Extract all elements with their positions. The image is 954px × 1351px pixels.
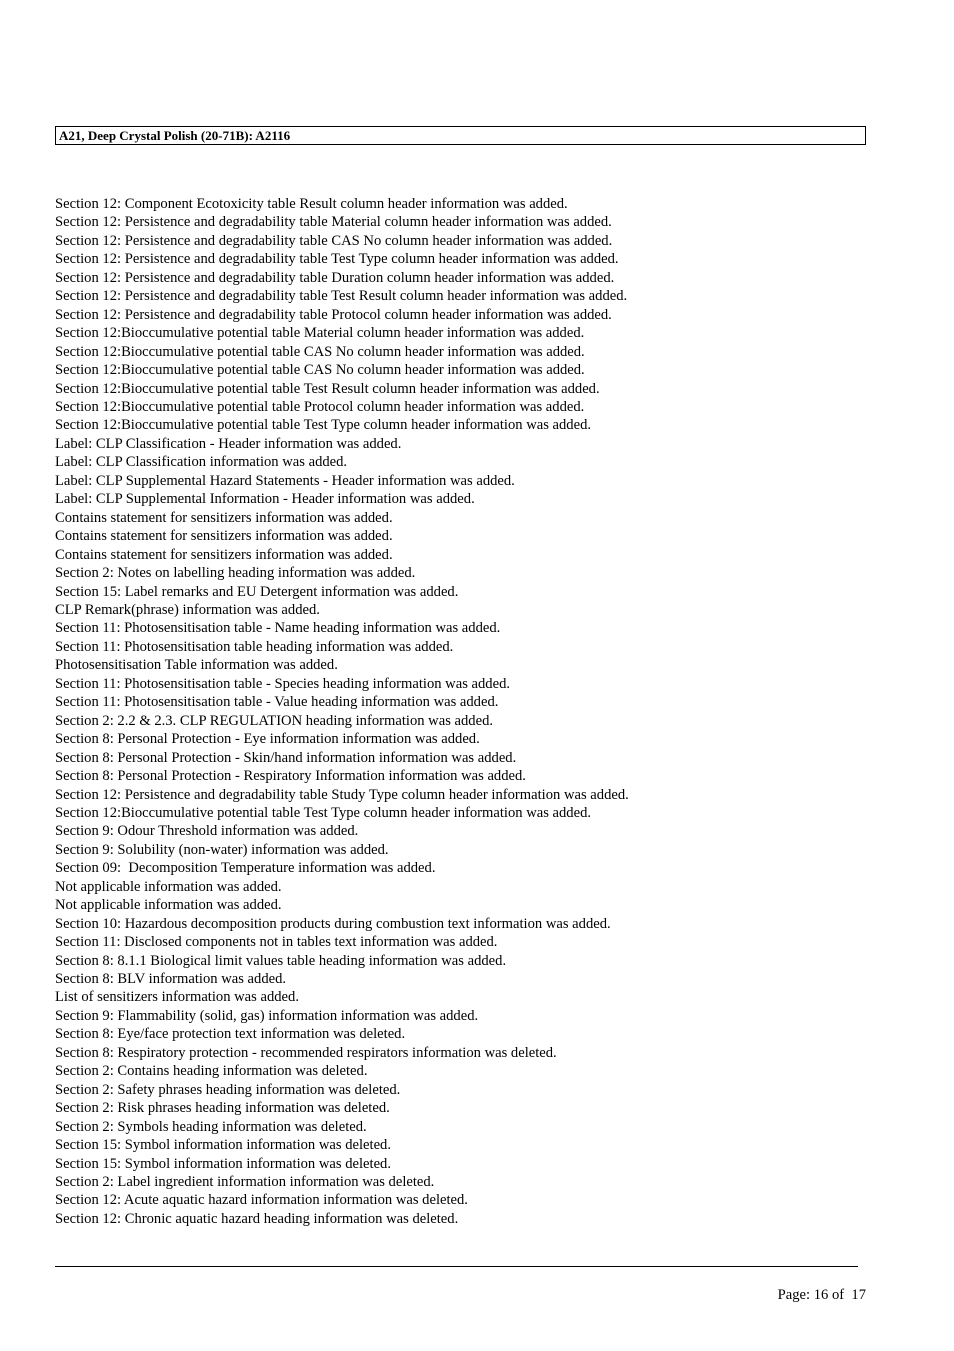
revision-line: CLP Remark(phrase) information was added. <box>55 601 320 618</box>
revision-line: Section 12:Bioccumulative potential table Protocol column header information was added. <box>55 398 585 415</box>
revision-line: Label: CLP Classification information was added. <box>55 454 348 471</box>
revision-line: Section 2: Contains heading information was deleted. <box>55 1063 368 1080</box>
revision-line: Label: CLP Classification - Header information was added. <box>55 435 402 452</box>
revision-line: Section 12:Bioccumulative potential table Test Type column header information was added. <box>55 417 592 434</box>
revision-line: Section 11: Photosensitisation table - Value heading information was added. <box>55 694 499 711</box>
revision-line: Section 9: Solubility (non-water) information was added. <box>55 841 389 858</box>
revision-line: Section 12: Persistence and degradability table Material column header information was added. <box>55 214 612 231</box>
revision-line: Section 12: Persistence and degradability table Protocol column header information was added. <box>55 306 612 323</box>
revision-line: Section 12:Bioccumulative potential table CAS No column header information was added. <box>55 362 585 379</box>
revision-line: Section 10: Hazardous decomposition products during combustion text information was added. <box>55 915 611 932</box>
revision-line: Contains statement for sensitizers information was added. <box>55 509 393 526</box>
revision-line: Section 12: Acute aquatic hazard information information was deleted. <box>55 1192 468 1209</box>
revision-line: Label: CLP Supplemental Information - Header information was added. <box>55 491 475 508</box>
page-number: Page: 16 of 17 <box>777 1287 866 1303</box>
revision-line: Section 8: BLV information was added. <box>55 971 287 988</box>
revision-line: Section 8: Personal Protection - Respiratory Information information was added. <box>55 768 526 785</box>
revision-log <box>55 195 629 1228</box>
revision-line: Section 8: 8.1.1 Biological limit values table heading information was added. <box>55 952 507 969</box>
revision-line: Section 9: Flammability (solid, gas) information information was added. <box>55 1007 479 1024</box>
revision-line: Section 11: Photosensitisation table heading information was added. <box>55 638 454 655</box>
revision-line: Section 11: Photosensitisation table - Species heading information was added. <box>55 675 511 692</box>
revision-line: Section 15: Label remarks and EU Detergent information was added. <box>55 583 459 600</box>
revision-line: Section 12: Persistence and degradability table Study Type column header information was added. <box>55 786 629 803</box>
footer-divider <box>55 1266 858 1267</box>
revision-line: Section 12:Bioccumulative potential table Material column header information was added. <box>55 325 585 342</box>
revision-line: Section 2: Risk phrases heading information was deleted. <box>55 1100 390 1117</box>
revision-line: Section 12: Persistence and degradability table Test Type column header information was added. <box>55 251 619 268</box>
revision-line: Section 12:Bioccumulative potential table Test Result column header information was added. <box>55 380 600 397</box>
revision-line: Section 8: Eye/face protection text information was deleted. <box>55 1026 406 1043</box>
revision-line: Section 2: Symbols heading information was deleted. <box>55 1118 367 1135</box>
revision-line: Section 12:Bioccumulative potential table CAS No column header information was added. <box>55 343 585 360</box>
revision-line: Section 2: Notes on labelling heading information was added. <box>55 565 416 582</box>
revision-line: Section 15: Symbol information information was deleted. <box>55 1137 392 1154</box>
revision-line: Section 2: 2.2 & 2.3. CLP REGULATION heading information was added. <box>55 712 494 729</box>
revision-line: Section 11: Photosensitisation table - Name heading information was added. <box>55 620 501 637</box>
revision-line: List of sensitizers information was added. <box>55 989 299 1006</box>
revision-line: Section 9: Odour Threshold information was added. <box>55 823 359 840</box>
revision-line: Section 09: Decomposition Temperature information was added. <box>55 860 436 877</box>
revision-line: Section 12: Persistence and degradability table Test Result column header information was added. <box>55 288 628 305</box>
revision-line: Label: CLP Supplemental Hazard Statements - Header information was added. <box>55 472 515 489</box>
revision-line: Contains statement for sensitizers information was added. <box>55 528 393 545</box>
revision-line: Section 12: Component Ecotoxicity table Result column header information was added. <box>55 196 568 212</box>
revision-line: Section 12: Persistence and degradability table Duration column header information was added. <box>55 269 615 286</box>
revision-line: Section 8: Respiratory protection - recommended respirators information was deleted. <box>55 1044 557 1061</box>
revision-line: Section 12: Persistence and degradability table CAS No column header information was added. <box>55 232 613 249</box>
revision-line: Section 8: Personal Protection - Eye information information was added. <box>55 731 480 748</box>
revision-line: Not applicable information was added. <box>55 878 282 895</box>
document-title: A21, Deep Crystal Polish (20-71B): A2116 <box>59 128 291 143</box>
revision-line: Section 12:Bioccumulative potential table Test Type column header information was added. <box>55 804 592 821</box>
revision-line: Not applicable information was added. <box>55 897 282 914</box>
revision-line: Section 12: Chronic aquatic hazard heading information was deleted. <box>55 1210 459 1227</box>
revision-line: Section 2: Safety phrases heading information was deleted. <box>55 1081 401 1098</box>
revision-line: Section 8: Personal Protection - Skin/hand information information was added. <box>55 749 517 766</box>
revision-line: Section 15: Symbol information information was deleted. <box>55 1155 392 1172</box>
document-header-box <box>55 126 866 145</box>
revision-line: Section 11: Disclosed components not in tables text information was added. <box>55 934 498 951</box>
revision-line: Section 2: Label ingredient information information was deleted. <box>55 1174 435 1191</box>
revision-line: Contains statement for sensitizers information was added. <box>55 546 393 563</box>
revision-line: Photosensitisation Table information was added. <box>55 657 338 674</box>
